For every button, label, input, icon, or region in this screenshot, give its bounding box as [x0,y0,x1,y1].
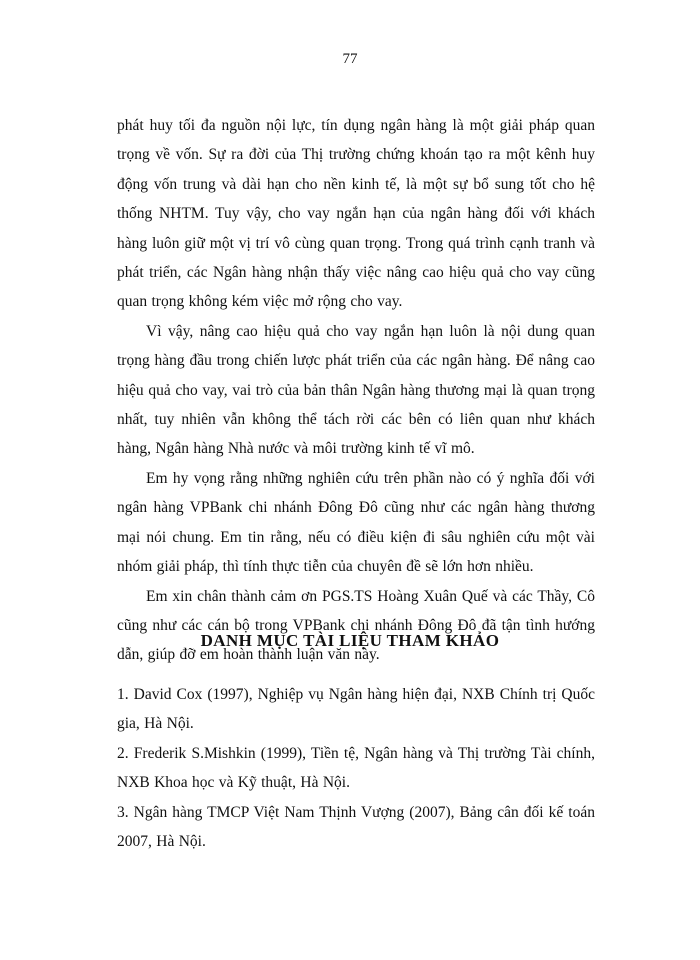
references-list [117,680,595,856]
page-number: 77 [342,51,358,67]
paragraph-acknowledgement: Em xin chân thành cảm ơn PGS.TS Hoàng Xuân Quế và các Thầy, Cô cũng như các cán bộ trong VPBank chi nhánh Đông Đô đã tận tình hướng dẫn, giúp đỡ em hoàn thành luận văn này. [117,587,595,664]
paragraph: Vì vậy, nâng cao hiệu quả cho vay ngắn hạn luôn là nội dung quan trọng hàng đầu trong chiến lược phát triển của các ngân hàng. Để nâng cao hiệu quả cho vay, vai trò của bản thân Ngân hàng thương mại là quan trọng nhất, tuy nhiên vẫn không thể tách rời các bên có liên quan như khách hàng, Ngân hàng Nhà nước và môi trường kinh tế vĩ mô. [117,322,595,458]
reference-item: 1. David Cox (1997), Nghiệp vụ Ngân hàng hiện đại, NXB Chính trị Quốc gia, Hà Nội. [117,686,595,733]
paragraph-continuation: phát huy tối đa nguồn nội lực, tín dụng ngân hàng là một giải pháp quan trọng về vốn. Sự ra đời của Thị trường chứng khoán tạo ra một kênh huy động vốn trung và dài hạn cho nền kinh tế, là một sự bổ sung tốt cho hệ thống NHTM. Tuy vậy, cho vay ngắn hạn của ngân hàng đối với khách hàng luôn giữ một vị trí vô cùng quan trọng. Trong quá trình cạnh tranh và phát triển, các Ngân hàng nhận thấy việc nâng cao hiệu quả cho vay cũng quan trọng không kém việc mở rộng cho vay. [117,117,595,311]
reference-item: 3. Ngân hàng TMCP Việt Nam Thịnh Vượng (2007), Bảng cân đối kế toán 2007, Hà Nội. [117,803,595,851]
conclusion-text [117,111,595,670]
reference-item: 2. Frederik S.Mishkin (1999), Tiền tệ, Ngân hàng và Thị trường Tài chính, NXB Khoa học và Kỹ thuật, Hà Nội. [117,744,595,792]
paragraph: Em hy vọng rằng những nghiên cứu trên phần nào có ý nghĩa đối với ngân hàng VPBank chi nhánh Đông Đô cũng như các ngân hàng thương mại nói chung. Em tin rằng, nếu có điều kiện đi sâu nghiên cứu một vài nhóm giải pháp, thì tính thực tiễn của chuyên đề sẽ lớn hơn nhiều. [117,469,595,576]
references-heading: DANH MỤC TÀI LIỆU THAM KHẢO [200,631,500,650]
